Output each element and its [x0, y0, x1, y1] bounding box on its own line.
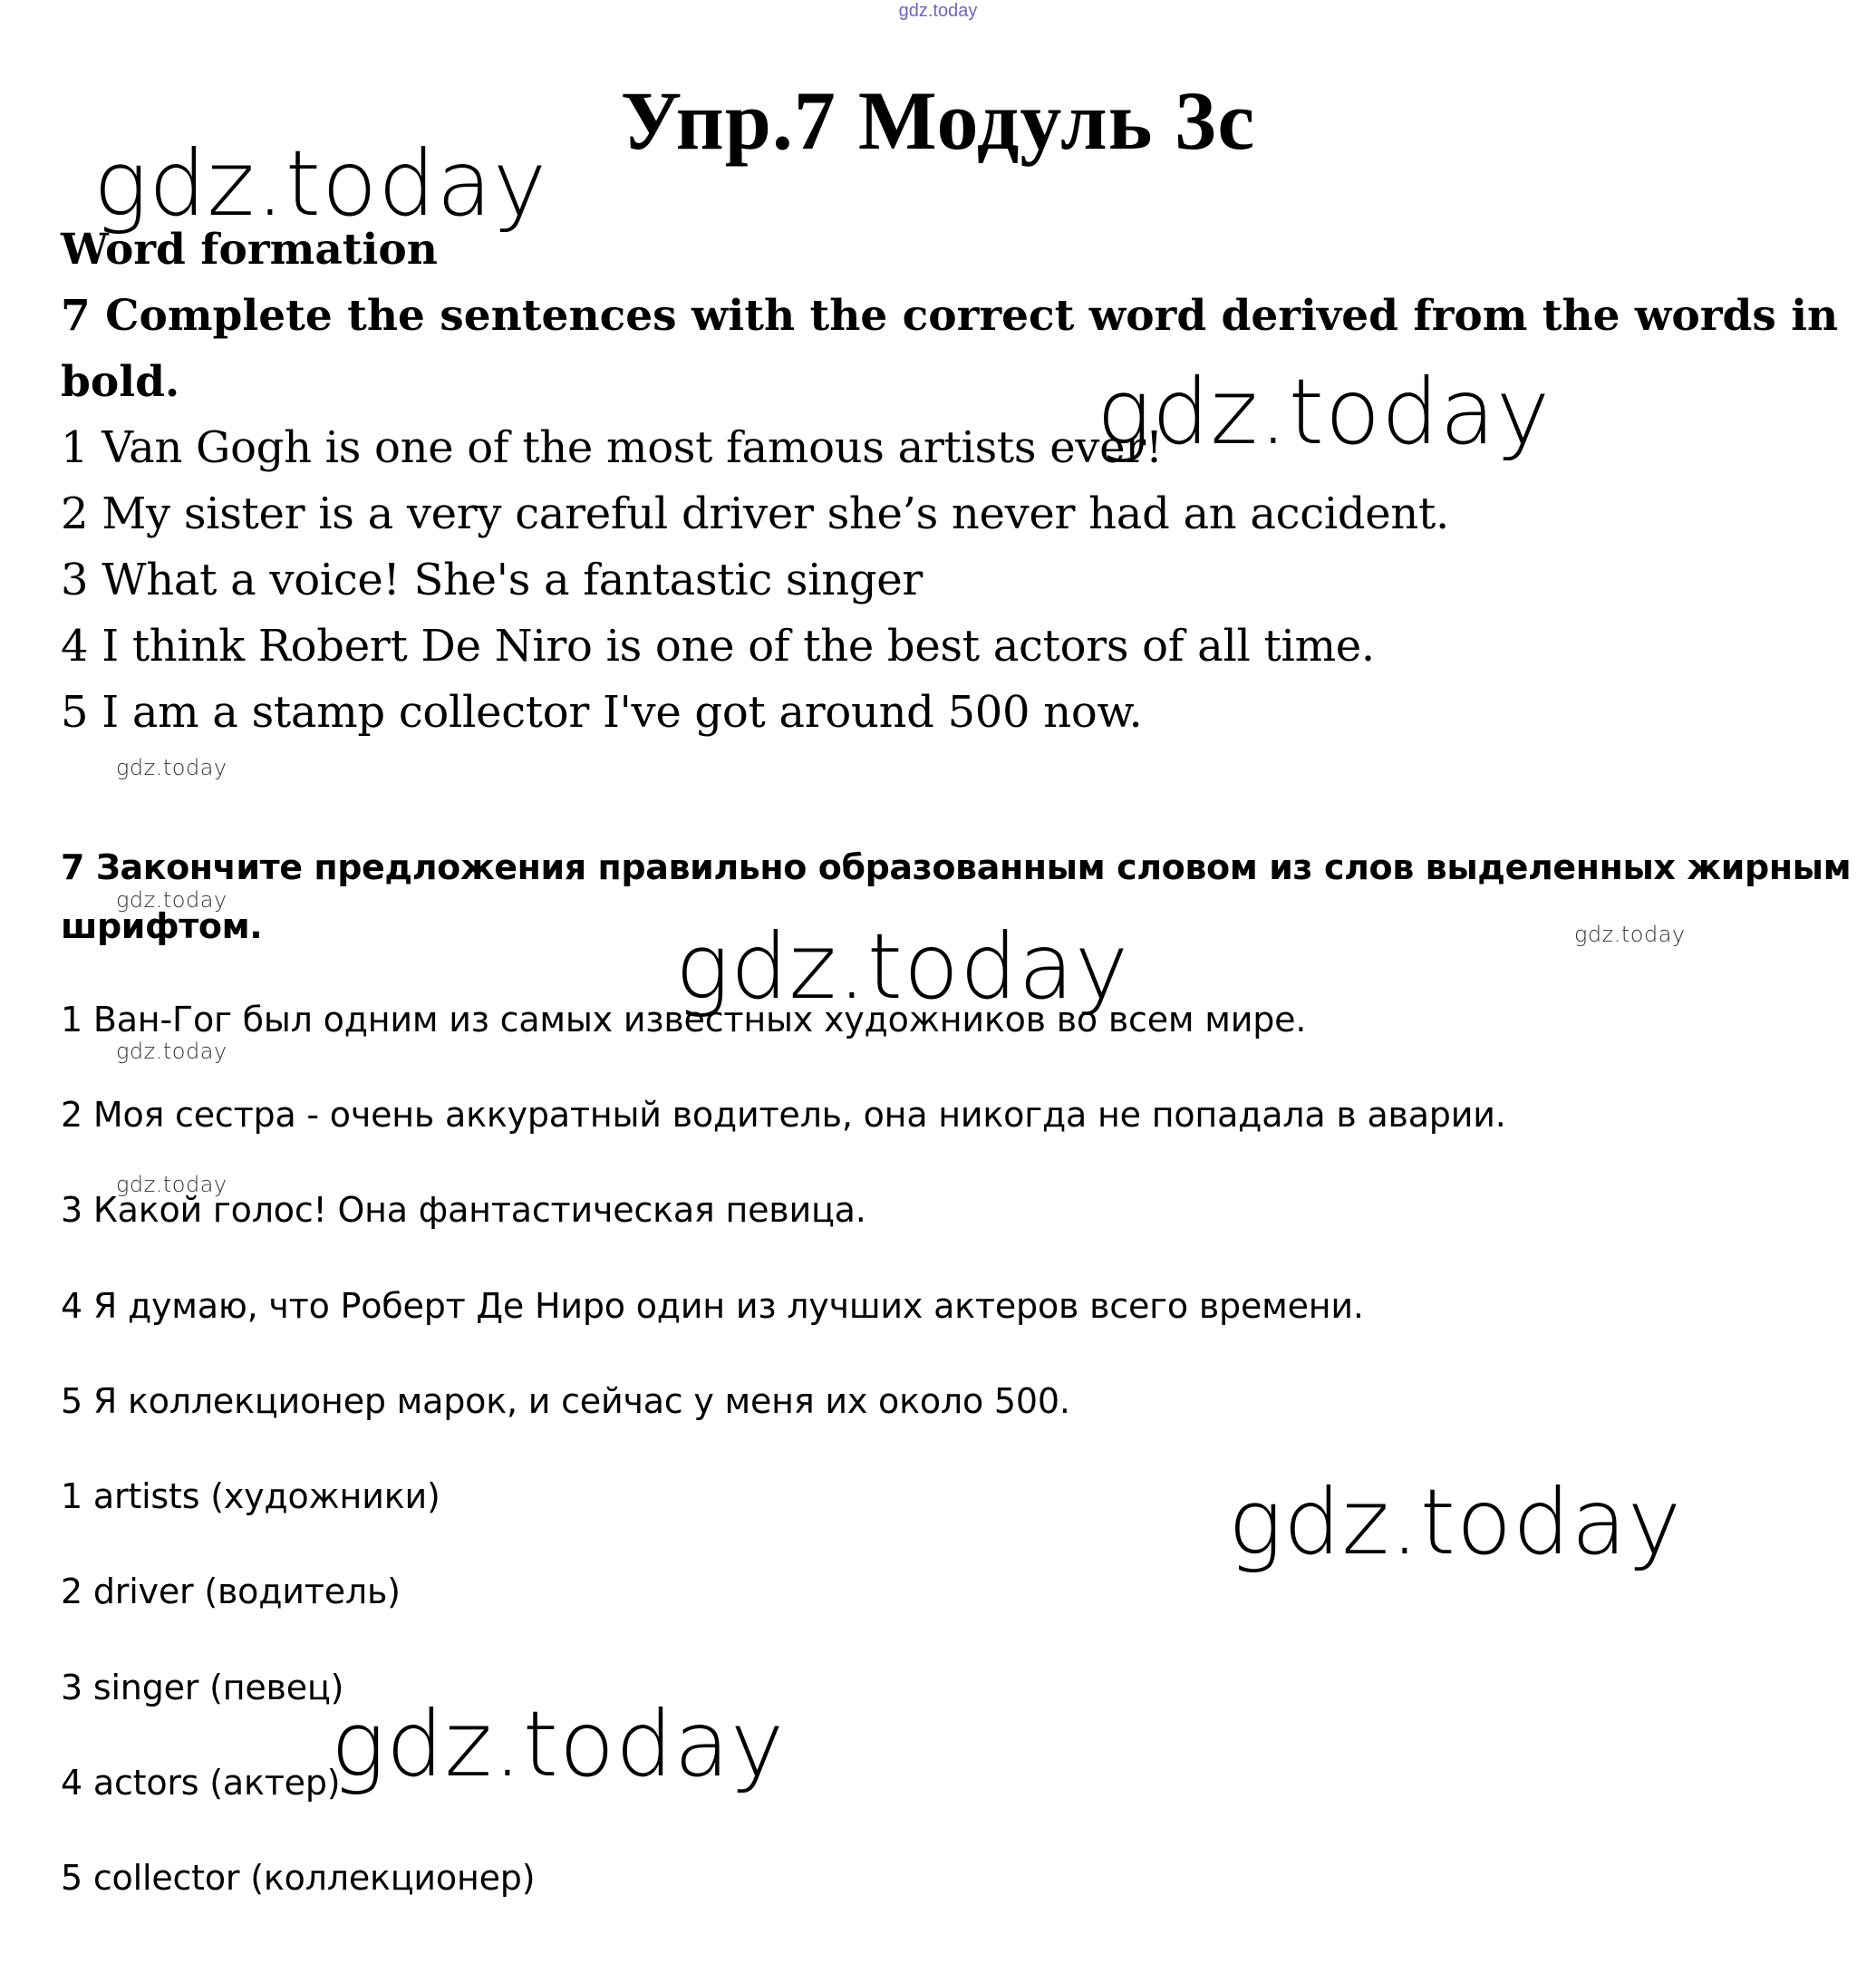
watermark-small: gdz.today	[116, 1172, 227, 1197]
section-heading: Word formation	[61, 225, 438, 275]
task-instruction-line-2: bold.	[61, 357, 180, 407]
watermark-large: gdz.today	[1097, 359, 1552, 465]
watermark-large: gdz.today	[331, 1691, 786, 1797]
russian-sentence-5: 5 Я коллекционер марок, и сейчас у меня их около 500.	[61, 1381, 1070, 1421]
english-sentence-3: 3 What a voice! She's a fantastic singer	[61, 555, 923, 605]
english-sentence-5: 5 I am a stamp collector I've got around 500 now.	[61, 687, 1143, 738]
russian-instruction-line-1: 7 Закончите предложения правильно образованным словом из слов выделенных жирным	[61, 847, 1852, 887]
russian-sentence-4: 4 Я думаю, что Роберт Де Ниро один из лучших актеров всего времени.	[61, 1286, 1364, 1326]
answer-2: 2 driver (водитель)	[61, 1571, 401, 1611]
watermark-small: gdz.today	[116, 1039, 227, 1064]
answer-3: 3 singer (певец)	[61, 1668, 344, 1707]
russian-sentence-2: 2 Моя сестра - очень аккуратный водитель, она никогда не попадала в аварии.	[61, 1095, 1506, 1135]
answer-5: 5 collector (коллекционер)	[61, 1858, 536, 1898]
watermark-large: gdz.today	[1228, 1469, 1683, 1575]
top-watermark: gdz.today	[898, 1, 978, 21]
watermark-large: gdz.today	[93, 131, 548, 237]
watermark-small: gdz.today	[116, 755, 227, 780]
watermark-large: gdz.today	[675, 914, 1130, 1020]
task-instruction-line-1: 7 Complete the sentences with the correct word derived from the words in	[61, 291, 1839, 341]
english-sentence-4: 4 I think Robert De Niro is one of the best actors of all time.	[61, 621, 1375, 672]
russian-sentence-3: 3 Какой голос! Она фантастическая певица.	[61, 1190, 866, 1230]
english-sentence-1: 1 Van Gogh is one of the most famous artists ever!	[61, 422, 1163, 473]
russian-instruction-line-2: шрифтом.	[61, 906, 263, 946]
watermark-small: gdz.today	[116, 887, 227, 913]
russian-sentence-1: 1 Ван-Гог был одним из самых известных художников во всем мире.	[61, 1000, 1307, 1040]
watermark-small: gdz.today	[1574, 922, 1686, 947]
page-title: Упр.7 Модуль 3c	[620, 74, 1256, 167]
answer-4: 4 actors (актер)	[61, 1763, 341, 1803]
answer-1: 1 artists (художники)	[61, 1476, 440, 1516]
english-sentence-2: 2 My sister is a very careful driver she’s never had an accident.	[61, 488, 1449, 539]
